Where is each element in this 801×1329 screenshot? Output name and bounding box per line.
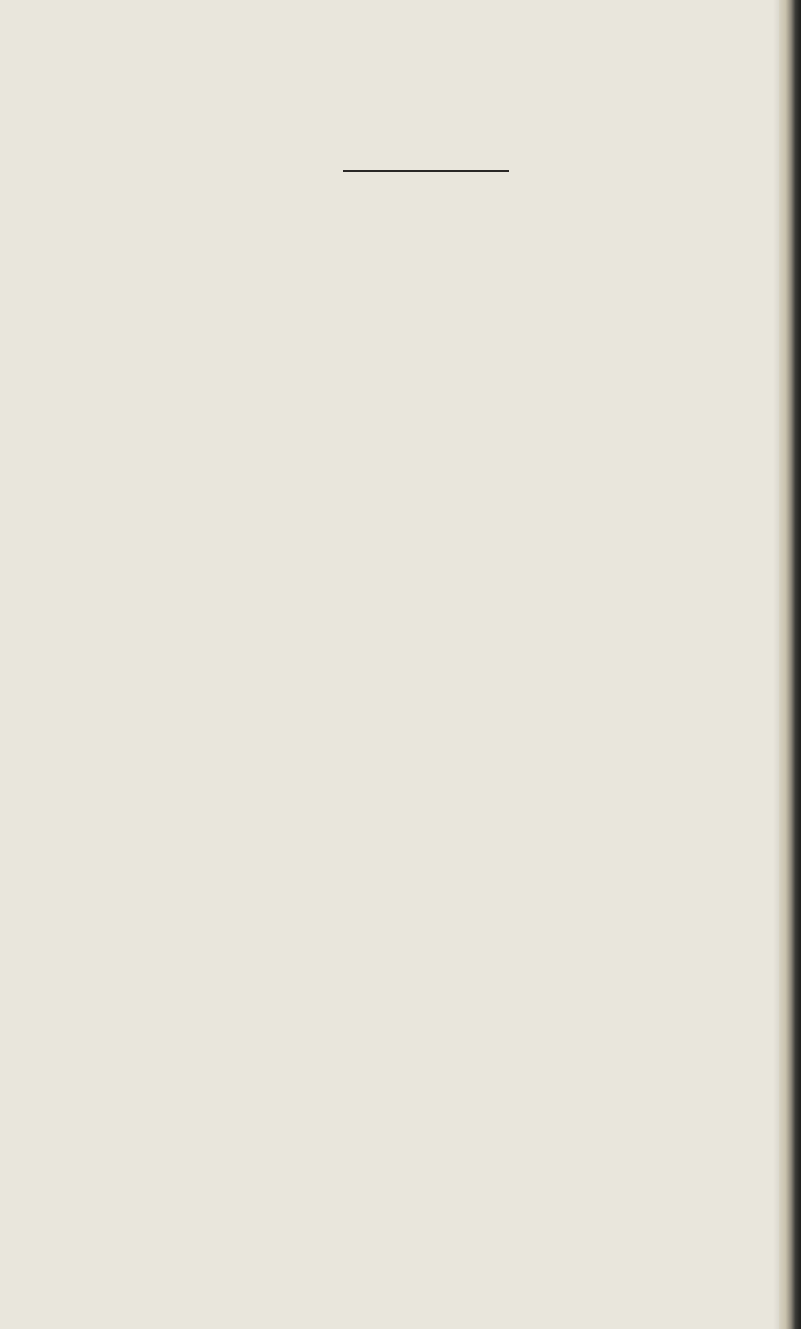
running-header [132, 92, 732, 112]
page-binding-edge [779, 0, 801, 1329]
section-title [110, 192, 750, 216]
section-divider [343, 170, 509, 172]
page-body [110, 118, 750, 232]
